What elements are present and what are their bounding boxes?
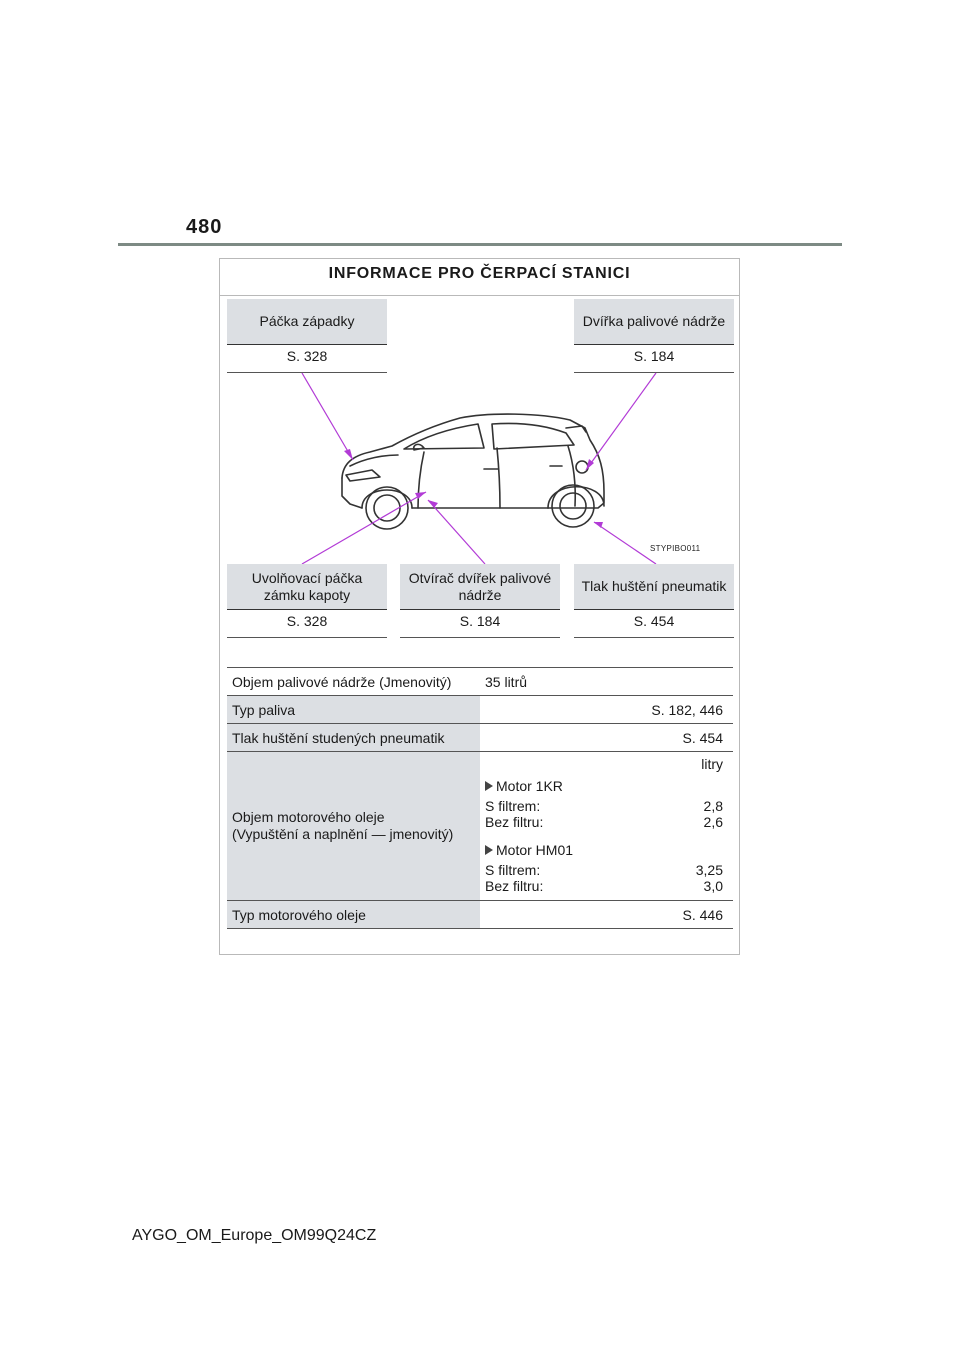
table-row [227,668,733,696]
image-code: STYPIBO011 [650,544,701,553]
oil-row [485,862,723,878]
table-row [227,752,733,901]
oil-row [485,814,723,830]
spec-label: Tlak huštění studených pneumatik [227,724,480,752]
spec-value: 35 litrů [480,668,733,696]
engine-heading [485,778,723,794]
callout-page-ref[interactable]: S. 454 [574,610,734,638]
oil-row [485,798,723,814]
oil-row [485,878,723,894]
spec-label: Typ motorového oleje [227,901,480,929]
triangle-bullet-icon [485,781,493,791]
callout-hood-lock-release [227,564,387,638]
oil-row-value: 2,6 [703,814,723,830]
callout-label: Tlak huštění pneumatik [574,564,734,610]
spec-value[interactable]: S. 182, 446 [480,696,733,724]
spec-label-line: (Vypuštění a naplnění — jmenovitý) [232,826,454,842]
specs-table [227,667,733,929]
leader-lines [302,373,656,564]
spec-label: Typ paliva [227,696,480,724]
spec-value[interactable]: S. 446 [480,901,733,929]
callout-label: Uvolňovací páčka zámku kapoty [227,564,387,610]
car-outline [342,414,604,529]
callout-fuel-door-opener [400,564,560,638]
callout-page-ref[interactable]: S. 328 [227,345,387,373]
oil-row-value: 3,25 [695,862,723,878]
panel-title: INFORMACE PRO ČERPACÍ STANICI [220,259,739,296]
spec-label-line: Objem motorového oleje [232,809,385,825]
table-row [227,696,733,724]
callout-label: Dvířka palivové nádrže [574,299,734,345]
callout-page-ref[interactable]: S. 328 [227,610,387,638]
callout-tire-pressure [574,564,734,638]
engine-name: Motor 1KR [496,778,563,794]
oil-unit: litry [701,756,723,772]
callout-page-ref[interactable]: S. 184 [400,610,560,638]
oil-capacity-values [480,752,733,901]
spec-label: Objem palivové nádrže (Jmenovitý) [227,668,480,696]
table-row [227,901,733,929]
oil-row-value: 3,0 [703,878,723,894]
table-row [227,724,733,752]
page-number: 480 [186,216,223,238]
oil-row-label: Bez filtru: [485,814,544,830]
callout-label: Otvírač dvířek palivové nádrže [400,564,560,610]
oil-row-label: Bez filtru: [485,878,544,894]
oil-row-label: S filtrem: [485,798,541,814]
triangle-bullet-icon [485,845,493,855]
footer-doc-id: AYGO_OM_Europe_OM99Q24CZ [132,1227,377,1244]
spec-label-oil-capacity [227,752,480,901]
oil-row-value: 2,8 [703,798,723,814]
engine-heading [485,842,723,858]
callout-page-ref[interactable]: S. 184 [574,345,734,373]
spec-value[interactable]: S. 454 [480,724,733,752]
callout-label: Páčka západky [227,299,387,345]
engine-name: Motor HM01 [496,842,574,858]
oil-row-label: S filtrem: [485,862,541,878]
